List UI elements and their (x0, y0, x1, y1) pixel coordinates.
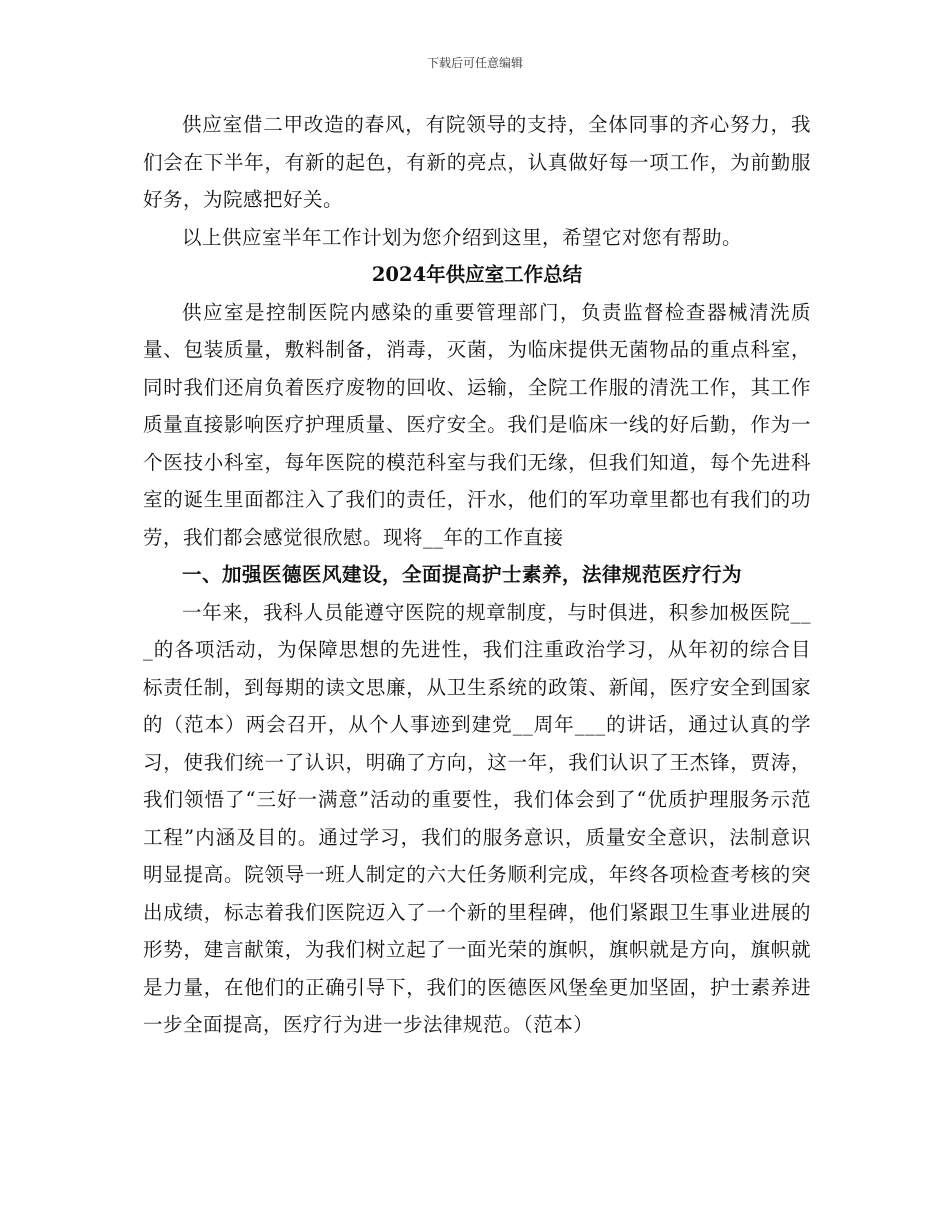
document-title: 2024年供应室工作总结 (371, 263, 583, 286)
page-header: 下载后可任意编辑 (426, 56, 523, 70)
paragraph-4: 一年来，我科人员能遵守医院的规章制度，与时俱进，积参加极医院___的各项活动，为保障思想的先进性，我们注重政治学习，从年初的综合目标责任制，到每期的读文思廉，从卫生系统的政策、新闻，医疗安全到国家的（范本）两会召开，从个人事迹到建党__周年___的讲话，通过认真的学习，使我们统一了认识，明确了方向，这一年，我们认识了王杰锋，贾涛，我们领悟了“三好一满意”活动的重要性，我们体会到了“优质护理服务示范工程”内涵及目的。通过学习，我们的服务意识，质量安全意识，法制意识明显提高。院领导一班人制定的六大任务顺利完成，年终各项检查考核的突出成绩，标志着我们医院迈入了一个新的里程碑，他们紧跟卫生事业进展的形势，建言献策，为我们树立起了一面光荣的旗帜，旗帜就是方向，旗帜就是力量，在他们的正确引导下，我们的医德医风堡垒更加坚固，护士素养进一步全面提高，医疗行为进一步法律规范。（范本） (143, 600, 811, 1036)
paragraph-1: 供应室借二甲改造的春风，有院领导的支持，全体同事的齐心努力，我们会在下半年，有新的起色，有新的亮点，认真做好每一项工作，为前勤服好务，为院感把好关。 (143, 113, 811, 211)
document-body (143, 106, 811, 1044)
section-heading-1: 一、加强医德医风建设，全面提高护士素养，法律规范医疗行为 (182, 563, 743, 586)
paragraph-3: 供应室是控制医院内感染的重要管理部门，负责监督检查器械清洗质量、包装质量，敷料制备，消毒，灭菌，为临床提供无菌物品的重点科室，同时我们还肩负着医疗废物的回收、运输，全院工作服的清洗工作，其工作质量直接影响医疗护理质量、医疗安全。我们是临床一线的好后勤，作为一个医技小科室，每年医院的模范科室与我们无缘，但我们知道，每个先进科室的诞生里面都注入了我们的责任，汗水，他们的军功章里都也有我们的功劳，我们都会感觉很欣慰。现将__年的工作直接 (143, 300, 811, 549)
paragraph-2: 以上供应室半年工作计划为您介绍到这里，希望它对您有帮助。 (182, 225, 743, 249)
